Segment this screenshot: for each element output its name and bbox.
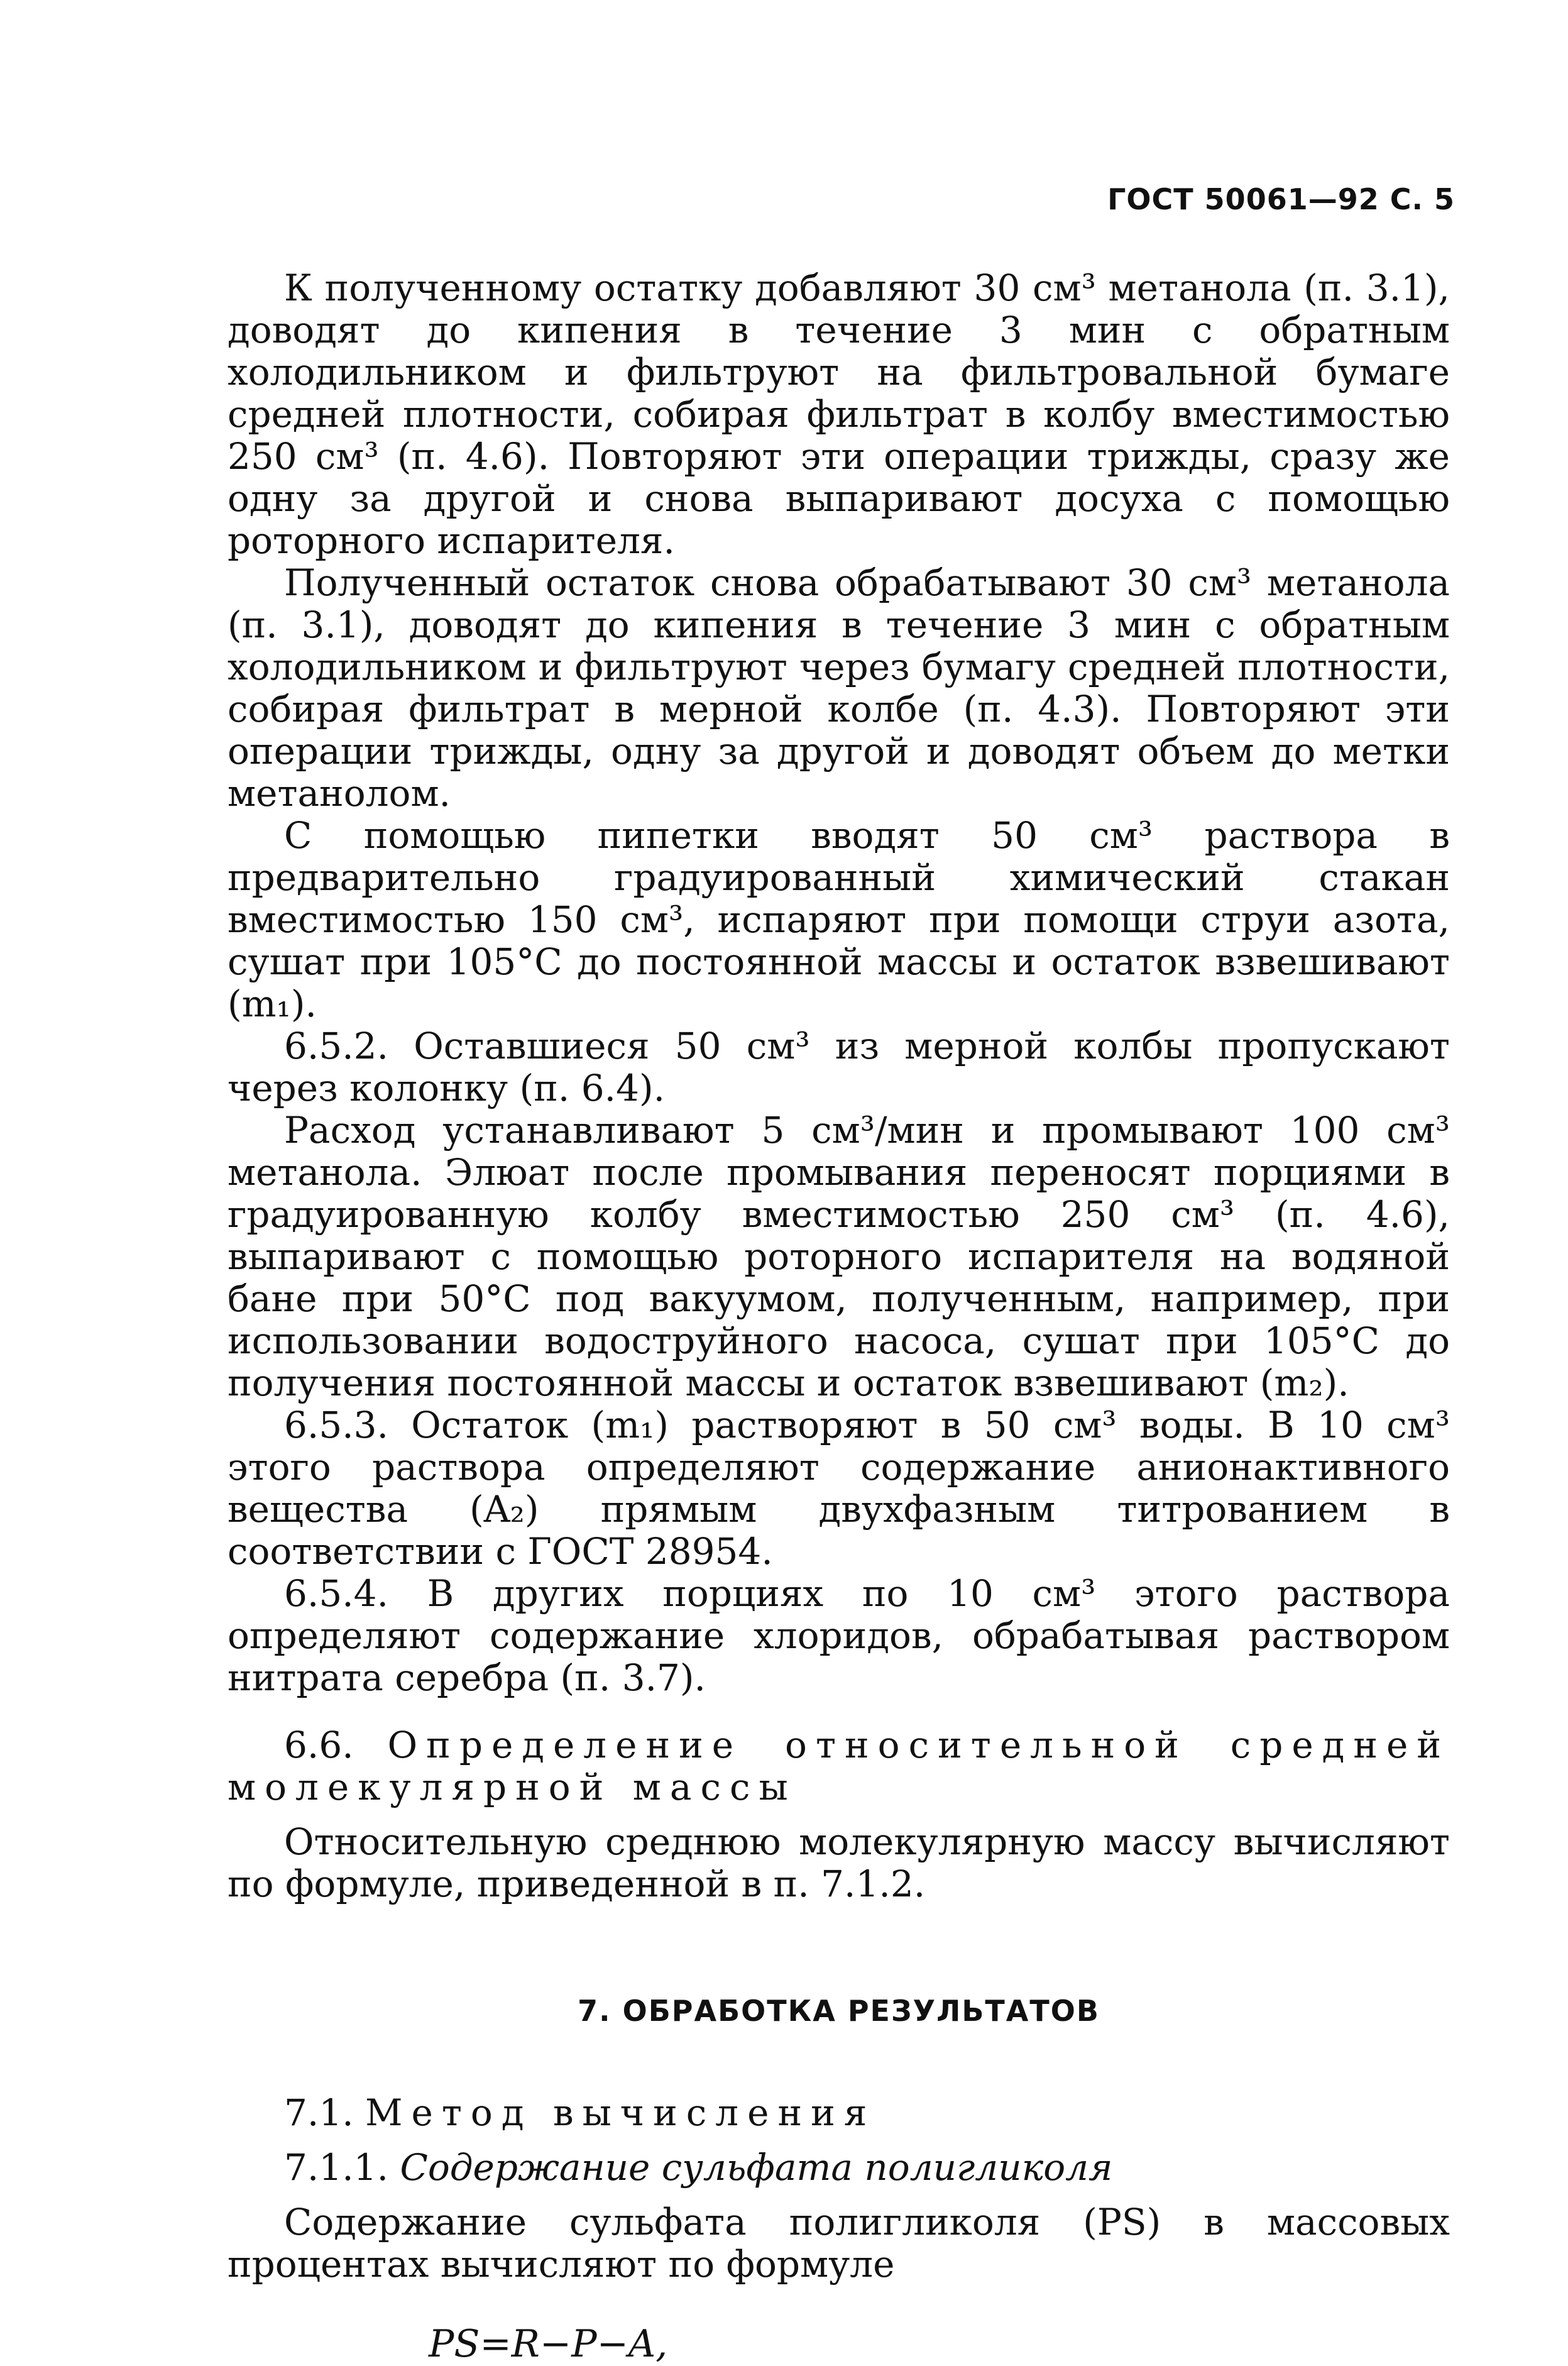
paragraph-pipette: С помощью пипетки вводят 50 см³ раствора в предварительно градуированный химический стакан вместимостью 150 см³, испаряют при помощи струи азота, сушат при 105°С до постоянной массы и остаток взвешивают (m₁). [228,814,1450,1025]
paragraph-residue-treatment: Полученный остаток снова обрабатывают 30 см³ метанола (п. 3.1), доводят до кипения в течение 3 мин с обратным холодильником и фильтруют через бумагу средней плотности, собирая фильтрат в мерной колбе (п. 4.3). Повторяют эти операции трижды, одну за другой и доводят объем до метки метанолом. [228,561,1450,815]
paragraph-molecular-mass: Относительную среднюю молекулярную массу вычисляют по формуле, приведенной в п. 7.1.2. [228,1820,1450,1905]
subsection-7-1-1-title: Содержание сульфата полигликоля [400,2146,1113,2189]
page-header: ГОСТ 50061—92 С. 5 [1107,182,1455,216]
subsection-7-1-1-number: 7.1.1. [284,2146,389,2189]
document-body [228,267,1450,2365]
paragraph-flow-rate: Расход устанавливают 5 см³/мин и промывают 100 см³ метанола. Элюат после промывания переносят порциями в градуированную колбу вместимостью 250 см³ (п. 4.6), выпаривают с помощью роторного испарителя на водяной бане при 50°С под вакуумом, полученным, например, при использовании водоструйного насоса, сушат при 105°С до получения постоянной массы и остаток взвешивают (m₂). [228,1109,1450,1404]
subsection-7-1-title: Метод вычисления [365,2091,876,2134]
subsection-6-6-heading [228,1724,1450,1808]
section-7-title: 7. ОБРАБОТКА РЕЗУЛЬТАТОВ [578,1994,1100,2028]
subsection-7-1-heading [228,2092,1450,2134]
subsection-6-6-number: 6.6. [284,1724,354,1766]
paragraph-ps-content: Содержание сульфата полигликоля (PS) в массовых процентах вычисляют по формуле [228,2201,1450,2286]
formula-ps: PS=R−P−A, [429,2322,668,2366]
paragraph-methanol-extraction: К полученному остатку добавляют 30 см³ метанола (п. 3.1), доводят до кипения в течение 3 мин с обратным холодильником и фильтруют на фильтровальной бумаге средней плотности, собирая фильтрат в колбу вместимостью 250 см³ (п. 4.6). Повторяют эти операции трижды, сразу же одну за другой и снова выпаривают досуха с помощью роторного испарителя. [228,267,1450,562]
subsection-7-1-number: 7.1. [284,2091,354,2134]
paragraph-6-5-4: 6.5.4. В других порциях по 10 см³ этого раствора определяют содержание хлоридов, обрабатывая раствором нитрата серебра (п. 3.7). [228,1572,1450,1699]
subsection-6-6-title: Определение относительной средней молекулярной массы [228,1724,1450,1808]
paragraph-6-5-2: 6.5.2. Оставшиеся 50 см³ из мерной колбы пропускают через колонку (п. 6.4). [228,1025,1450,1109]
paragraph-6-5-3: 6.5.3. Остаток (m₁) растворяют в 50 см³ воды. В 10 см³ этого раствора определяют содержание анионактивного вещества (A₂) прямым двухфазным титрованием в соответствии с ГОСТ 28954. [228,1404,1450,1573]
subsection-7-1-1-heading [228,2147,1450,2189]
